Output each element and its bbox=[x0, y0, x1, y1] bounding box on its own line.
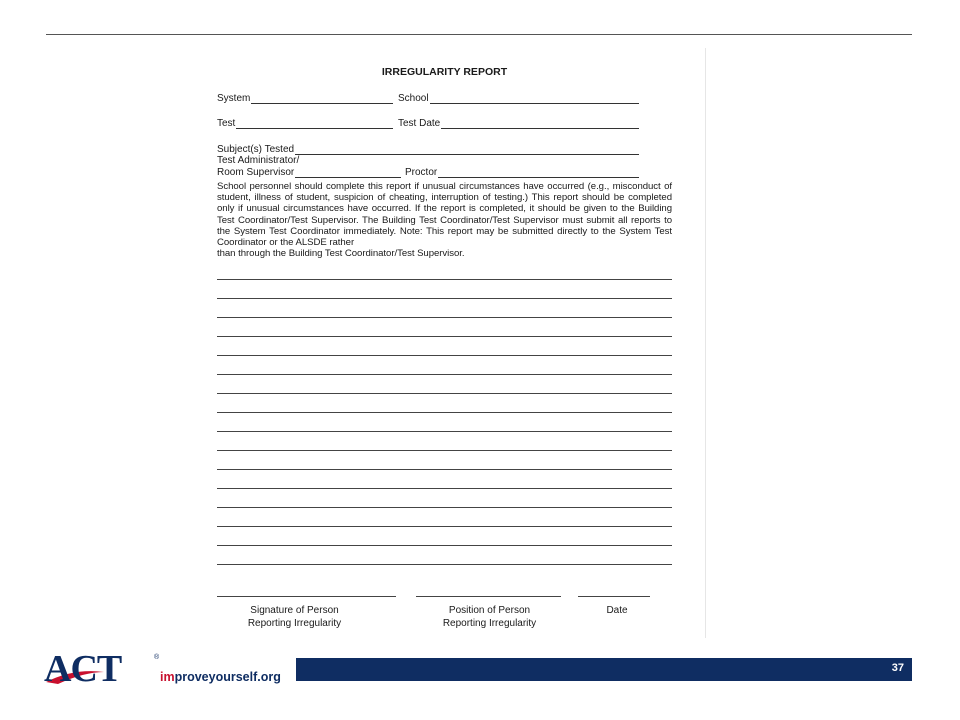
writing-line bbox=[217, 355, 672, 356]
report-title: IRREGULARITY REPORT bbox=[381, 66, 508, 78]
page-number: 37 bbox=[891, 662, 904, 674]
row-test-date bbox=[217, 117, 672, 129]
writing-line bbox=[217, 412, 672, 413]
date-label: Date bbox=[606, 605, 628, 616]
room-supervisor-field bbox=[217, 166, 401, 178]
writing-line bbox=[217, 507, 672, 508]
logo-registered: ® bbox=[154, 654, 160, 661]
position-label bbox=[417, 604, 562, 630]
top-divider bbox=[46, 34, 912, 35]
logo-tagline-rest: proveyourself.org bbox=[174, 670, 281, 684]
writing-line bbox=[217, 393, 672, 394]
writing-line bbox=[217, 488, 672, 489]
writing-line bbox=[217, 298, 672, 299]
writing-line bbox=[217, 526, 672, 527]
position-label-line1: Position of Person bbox=[448, 605, 531, 616]
test-field bbox=[217, 117, 393, 129]
test-administrator-field bbox=[217, 154, 417, 166]
writing-line bbox=[217, 336, 672, 337]
writing-line bbox=[217, 450, 672, 451]
test-administrator-label: Test Administrator/ bbox=[217, 155, 300, 166]
writing-line bbox=[217, 374, 672, 375]
school-field bbox=[398, 92, 639, 104]
writing-line bbox=[217, 469, 672, 470]
row-test-administrator bbox=[217, 154, 672, 166]
instructions-last-line: than through the Building Test Coordinator/Test Supervisor. bbox=[217, 248, 465, 260]
instructions-paragraph bbox=[217, 181, 672, 259]
proctor-field bbox=[405, 166, 639, 178]
signature-line bbox=[217, 596, 396, 597]
writing-line bbox=[217, 317, 672, 318]
test-label: Test bbox=[217, 118, 236, 129]
row-system-school bbox=[217, 92, 672, 104]
writing-line bbox=[217, 431, 672, 432]
test-date-field bbox=[398, 117, 639, 129]
logo-tagline-prefix: im bbox=[160, 670, 175, 684]
date-line bbox=[578, 596, 650, 597]
test-date-label: Test Date bbox=[398, 118, 441, 129]
signature-label bbox=[222, 604, 367, 630]
logo-tagline bbox=[160, 670, 281, 684]
footer-bar bbox=[296, 658, 912, 681]
position-line bbox=[416, 596, 561, 597]
signature-label-line2: Reporting Irregularity bbox=[247, 618, 342, 629]
system-field bbox=[217, 92, 393, 104]
system-label: System bbox=[217, 93, 251, 104]
act-logo bbox=[44, 650, 284, 690]
signature-label-line1: Signature of Person bbox=[250, 605, 339, 616]
room-supervisor-label: Room Supervisor bbox=[217, 167, 295, 178]
position-label-line2: Reporting Irregularity bbox=[442, 618, 537, 629]
school-label: School bbox=[398, 93, 429, 104]
writing-line bbox=[217, 279, 672, 280]
report-document bbox=[200, 48, 706, 638]
writing-line bbox=[217, 545, 672, 546]
instructions-text: School personnel should complete this report if unusual circumstances have occurred (e.g., misconduct of student, illness of student, suspicion of cheating, interruption of testing.) This report should be completed only if unusual circumstances have occurred. If the report is completed, it should be given to the Building Test Coordinator/Test Supervisor. The Building Test Coordinator/Test Supervisor must submit all reports to the System Test Coordinator immediately. Note: This report may be submitted directly to the System Test Coordinator or the ALSDE rather bbox=[217, 181, 672, 249]
subjects-label: Subject(s) Tested bbox=[217, 144, 295, 155]
writing-line bbox=[217, 564, 672, 565]
logo-brand: ACT bbox=[44, 648, 122, 690]
row-room-proctor bbox=[217, 166, 672, 178]
proctor-label: Proctor bbox=[405, 167, 438, 178]
